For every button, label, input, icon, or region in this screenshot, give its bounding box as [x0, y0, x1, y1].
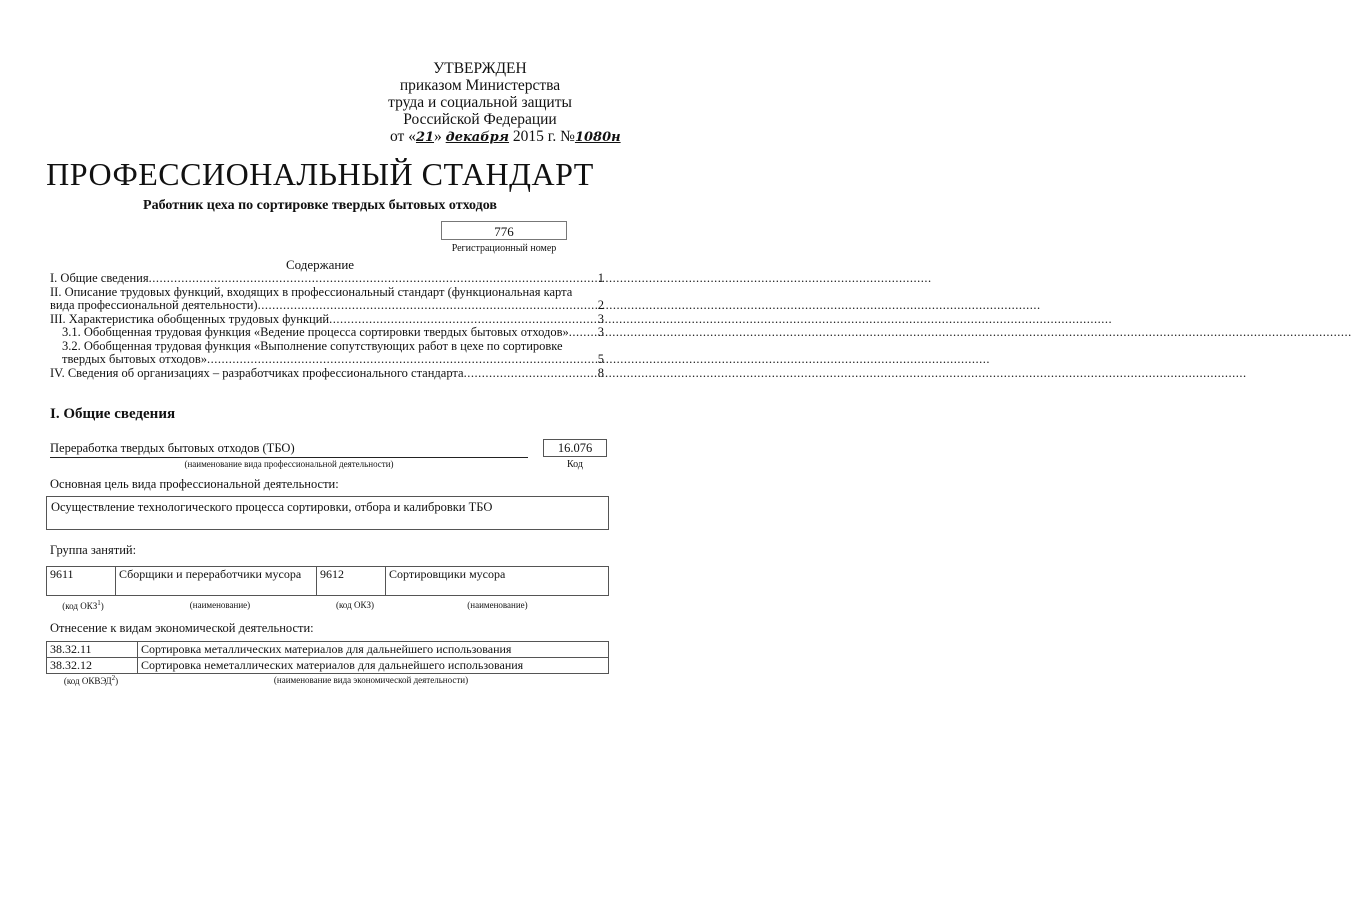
contents-heading: Содержание: [285, 257, 355, 272]
okved-code-cell: 38.32.12: [47, 658, 138, 674]
toc-item[interactable]: [50, 272, 604, 286]
page-subtitle: Работник цеха по сортировке твердых бытовых отходов: [143, 198, 497, 213]
economic-activity-name-cell: Сортировка металлических материалов для дальнейшего использования: [138, 642, 609, 658]
date-prefix: от «: [390, 128, 416, 145]
table-row: [47, 567, 609, 596]
activity-caption: (наименование вида профессиональной деятельности): [184, 459, 394, 469]
toc-item-text: IV. Сведения об организациях – разработчиках профессионального стандарта: [50, 365, 464, 380]
toc-page: 8: [597, 365, 604, 380]
toc-item[interactable]: [50, 299, 604, 313]
toc-leader: [149, 272, 598, 286]
approval-ministry-line: труда и социальной защиты: [388, 94, 572, 111]
approval-federation-line: Российской Федерации: [403, 111, 557, 128]
econ-label: Отнесение к видам экономической деятельности:: [50, 621, 314, 635]
occupation-name-caption: (наименование): [189, 600, 251, 610]
occupation-group-table: [46, 566, 609, 596]
toc-leader: [329, 313, 598, 327]
toc-item-text: твердых бытовых отходов»: [62, 352, 208, 366]
occupation-name-cell: Сборщики и переработчики мусора: [116, 567, 317, 596]
date-day-handwritten: 21: [415, 130, 435, 145]
approval-status: УТВЕРЖДЕН: [433, 60, 527, 77]
activity-code-box: 16.076: [543, 439, 607, 457]
toc-item-text[interactable]: II. Описание трудовых функций, входящих в профессиональный стандарт (функциональная карта: [50, 284, 573, 299]
toc-item[interactable]: [50, 313, 604, 327]
activity-name: Переработка твердых бытовых отходов (ТБО): [50, 441, 295, 455]
table-row: [47, 658, 609, 674]
toc-item-text: 3.1. Обобщенная трудовая функция «Ведение процесса сортировки твердых бытовых отходов»: [62, 325, 569, 339]
okz-code-cell: 9611: [47, 567, 116, 596]
approval-date-line: [390, 128, 621, 146]
okz-code-cell: 9612: [317, 567, 386, 596]
section-title: I. Общие сведения: [50, 406, 176, 422]
toc-item[interactable]: [50, 353, 604, 367]
group-label: Группа занятий:: [50, 543, 137, 557]
date-year: 2015 г. №: [512, 128, 575, 145]
economic-activity-name-caption: (наименование вида экономической деятельности): [273, 675, 469, 685]
activity-code-caption: Код: [567, 459, 583, 470]
occupation-name-cell: Сортировщики мусора: [386, 567, 609, 596]
goal-label: Основная цель вида профессиональной деятельности:: [50, 477, 339, 491]
toc-item-text: вида профессиональной деятельности): [50, 298, 258, 312]
okved-code-cell: 38.32.11: [47, 642, 138, 658]
registration-number-label: Регистрационный номер: [451, 243, 557, 254]
toc-page: 1: [597, 271, 604, 285]
okved-code-caption: (код ОКВЭД$^2$): [63, 674, 119, 686]
toc-item-text[interactable]: 3.2. Обобщенная трудовая функция «Выполнение сопутствующих работ в цехе по сортировке: [62, 338, 563, 353]
toc-item-text: III. Характеристика обобщенных трудовых функций: [50, 311, 330, 326]
toc-item-text: I. Общие сведения: [50, 271, 149, 285]
toc-leader: [258, 299, 598, 313]
activity-name-field: [50, 441, 528, 458]
approval-block: [360, 60, 621, 146]
page-title: ПРОФЕССИОНАЛЬНЫЙ СТАНДАРТ: [46, 156, 594, 192]
goal-box: [46, 496, 609, 530]
table-of-contents: [50, 272, 604, 380]
goal-text: Осуществление технологического процесса сортировки, отбора и калибровки ТБО: [51, 500, 493, 514]
order-number-handwritten: 1080н: [574, 130, 621, 145]
registration-number-box: 776: [441, 221, 567, 240]
date-mid: »: [434, 128, 442, 145]
economic-activity-table: [46, 641, 609, 674]
occupation-name-caption: (наименование): [467, 600, 528, 610]
toc-leader: [464, 367, 598, 381]
table-row: [47, 642, 609, 658]
okz-code-caption: (код ОКЗ$^1$): [62, 599, 104, 611]
toc-page: 3: [597, 325, 604, 339]
toc-page: 2: [597, 298, 604, 312]
toc-item[interactable]: [50, 367, 604, 381]
economic-activity-name-cell: Сортировка неметаллических материалов для дальнейшего использования: [138, 658, 609, 674]
date-month-handwritten: декабря: [445, 130, 510, 145]
toc-leader: [207, 353, 598, 367]
toc-leader: [569, 326, 598, 340]
approval-order-line: приказом Министерства: [399, 77, 561, 94]
toc-page: 3: [597, 311, 604, 326]
toc-item[interactable]: [50, 326, 604, 340]
okz-code-caption: (код ОКЗ): [336, 600, 374, 610]
toc-page: 5: [597, 352, 604, 366]
